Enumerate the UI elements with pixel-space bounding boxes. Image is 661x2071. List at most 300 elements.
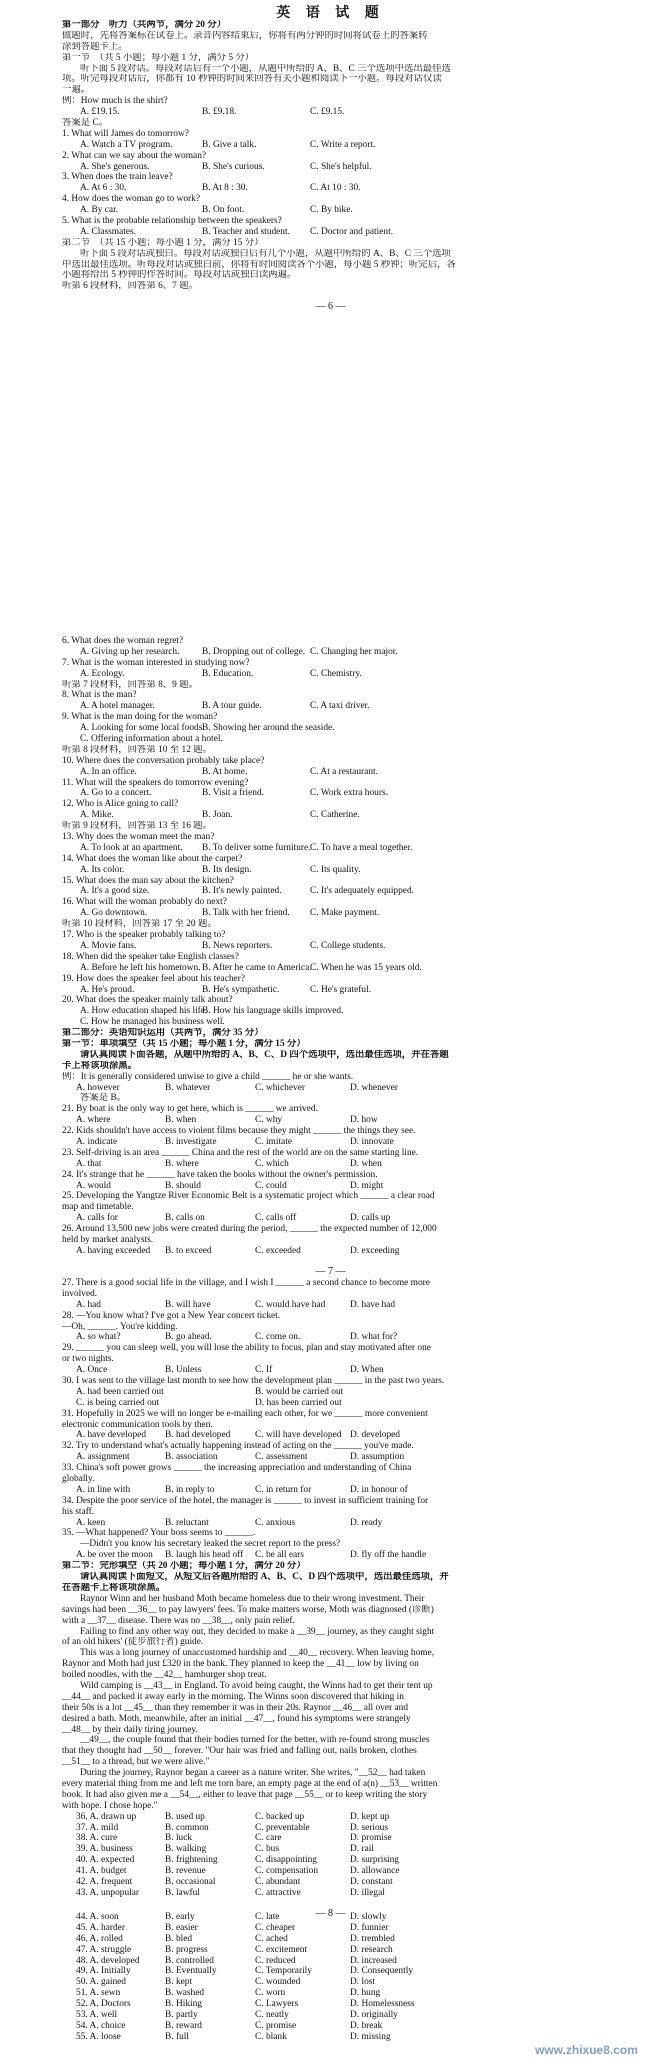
option-b: B. After he came to America. bbox=[202, 962, 312, 973]
option-b: B. Give a talk. bbox=[202, 139, 257, 150]
option-d: D. fly off the handle bbox=[350, 1550, 427, 1561]
option-a: A. have developed bbox=[76, 1430, 147, 1441]
option-a: 49. A. Initially bbox=[76, 1966, 131, 1977]
option-d: D. in honour of bbox=[350, 1484, 408, 1495]
option-a: A. Watch a TV program. bbox=[80, 139, 173, 150]
text-line: 第二节：完形填空（共 20 小题；每小题 1 分，满分 20 分） bbox=[62, 1561, 306, 1572]
text-line: involved. bbox=[62, 1288, 98, 1299]
option-d: D. allowance bbox=[350, 1866, 400, 1877]
option-right: B. would be carried out bbox=[255, 1386, 344, 1397]
option-row bbox=[0, 985, 661, 996]
page-number: — 8 — bbox=[315, 1907, 346, 1919]
text-line: 19. How does the speaker feel about his teacher? bbox=[62, 973, 246, 984]
text-line: 2. What can we say about the woman? bbox=[62, 150, 207, 161]
option-b: B. investigate bbox=[165, 1136, 217, 1147]
option-b: B. revenue bbox=[165, 1866, 206, 1877]
option-c: C. To have a meal together. bbox=[310, 842, 413, 853]
option-row bbox=[0, 1246, 661, 1257]
text-line: book. It had also given me a __54__, either to leave that page __55__ or to keep writing the story bbox=[62, 1789, 428, 1800]
text-line: of an old hikers' (徒步旅行者) guide. bbox=[62, 1637, 204, 1648]
option-row bbox=[0, 647, 661, 658]
option-c: C. promise bbox=[255, 2020, 297, 2031]
option-b: B. kept bbox=[165, 1977, 193, 1988]
option-c: C. At a restaurant. bbox=[310, 766, 378, 777]
text-line: 小题将给出 5 秒钟的作答时间。每段对话或独白读两遍。 bbox=[62, 270, 297, 281]
option-row bbox=[0, 1300, 661, 1311]
text-line: with a __37__ disease. There was no __38__, only pain relief. bbox=[62, 1615, 295, 1626]
text-line: 8. What is the man? bbox=[62, 690, 137, 701]
option-d: D. serious bbox=[350, 1822, 389, 1833]
option-b: B. News reporters. bbox=[202, 940, 273, 951]
option-c: C. in return for bbox=[255, 1484, 312, 1495]
option-a: A. Ecology. bbox=[80, 668, 125, 679]
option-a: 45. A. harder bbox=[76, 1922, 125, 1933]
text-line: 6. What does the woman regret? bbox=[62, 636, 184, 646]
option-d: D. assumption bbox=[350, 1452, 405, 1463]
text-line: 25. Developing the Yangtze River Economic Belt is a systematic project which ______ a clear road bbox=[62, 1191, 435, 1202]
exam-title: 英 语 试 题 bbox=[276, 6, 385, 21]
text-line: 请认真阅读下面短文，从短文后各题所给的 A、B、C、D 四个选项中，选出最佳选项，并 bbox=[80, 1572, 449, 1583]
text-line: 11. What will the speakers do tomorrow evening? bbox=[62, 777, 249, 788]
option-row bbox=[0, 1812, 661, 1823]
option-a: 55. A. loose bbox=[76, 2031, 121, 2042]
option-a: 53. A. well bbox=[76, 2010, 118, 2021]
text-line: 35. —What happened? Your boss seems to ______. bbox=[62, 1528, 256, 1539]
option-b: B. £9.18. bbox=[202, 107, 237, 118]
text-line: Raynor and Moth had just £320 in the bank. They planned to keep the __41__ low by living on bbox=[62, 1659, 419, 1670]
option-c: C. anxious bbox=[255, 1517, 296, 1528]
text-line: boiled noodles, with the __42__ hamburger shop treat. bbox=[62, 1670, 267, 1681]
option-d: D. Homelessness bbox=[350, 1999, 415, 2010]
text-line: 7. What is the woman interested in studying now? bbox=[62, 657, 250, 668]
text-line: 1. What will James do tomorrow? bbox=[62, 128, 189, 139]
text-line: globally. bbox=[62, 1474, 95, 1485]
option-right: D. has been carried out bbox=[255, 1397, 342, 1408]
text-line: C. How he managed his business well. bbox=[80, 1017, 225, 1028]
option-c: C. excitement bbox=[255, 1944, 308, 1955]
option-c: C. At 10 : 30. bbox=[310, 183, 361, 194]
option-c: C. neatly bbox=[255, 2010, 289, 2021]
option-d: D. when bbox=[350, 1158, 382, 1169]
text-line: 一遍。 bbox=[62, 85, 91, 96]
option-c: C. Catherine. bbox=[310, 810, 360, 821]
option-row bbox=[0, 1966, 661, 1977]
text-line: 12. Who is Alice going to call? bbox=[62, 799, 179, 810]
option-b: B. occasional bbox=[165, 1876, 216, 1887]
option-b: B. laugh his head off bbox=[165, 1550, 244, 1561]
option-row bbox=[0, 2032, 661, 2043]
option-row bbox=[0, 1137, 661, 1148]
option-d: D. originally bbox=[350, 2010, 398, 2021]
option-row bbox=[0, 162, 661, 173]
text-line: 听第 8 段材料，回答第 10 至 12 题。 bbox=[62, 744, 213, 755]
option-c: C. Its quality. bbox=[310, 864, 361, 875]
text-line: 听第 10 段材料，回答第 17 至 20 题。 bbox=[62, 919, 217, 930]
text-line: 31. Hopefully in 2025 we will no longer be e-mailing each other, for we ______ more convenient bbox=[62, 1408, 428, 1419]
option-row bbox=[0, 865, 661, 876]
text-line: 答案是 B。 bbox=[80, 1093, 127, 1104]
option-a: 50. A. gained bbox=[76, 1977, 126, 1988]
option-a: 37. A. mild bbox=[76, 1822, 119, 1833]
option-c: C. A taxi driver. bbox=[310, 701, 370, 712]
option-row bbox=[0, 1332, 661, 1343]
text-line: that they thought had __50__ forever. "Our hair was fried and falling out, nails broken, clothes bbox=[62, 1746, 417, 1757]
option-row bbox=[0, 669, 661, 680]
option-d: D. Consequently bbox=[350, 1966, 414, 1977]
text-line: 第二节 （共 15 小题；每小题 1 分，满分 15 分） bbox=[62, 237, 264, 248]
text-line: 答案是 C。 bbox=[62, 118, 109, 129]
option-b: B. At 8 : 30. bbox=[202, 183, 248, 194]
option-b: B. bled bbox=[165, 1933, 193, 1944]
option-b: B. Showing her around the seaside. bbox=[202, 723, 335, 734]
option-d: D. rail bbox=[350, 1844, 374, 1855]
option-b: B. Eventually bbox=[165, 1966, 217, 1977]
option-row bbox=[0, 1956, 661, 1967]
text-line: 5. What is the probable relationship between the speakers? bbox=[62, 216, 282, 227]
option-row bbox=[0, 1977, 661, 1988]
option-a: A. Go to a concert. bbox=[80, 788, 152, 799]
text-line: desired a bath. Moth, meanwhile, after an initial __47__, found his symptoms were strangely bbox=[62, 1713, 411, 1724]
text-line: every material thing from me and left me torn bare, an empty page at the end of a(n) __53__ written bbox=[62, 1778, 438, 1789]
option-a: 54. A. choice bbox=[76, 2020, 126, 2031]
option-a: A. having exceeded bbox=[76, 1245, 151, 1256]
option-c: C. preventable bbox=[255, 1822, 310, 1833]
option-b: B. Joan. bbox=[202, 810, 233, 821]
text-line: 在答题卡上将该项涂黑。 bbox=[62, 1582, 166, 1593]
option-row bbox=[0, 788, 661, 799]
text-line: —Didn't you know his secretary leaked the secret report to the press? bbox=[80, 1539, 341, 1550]
option-a: A. be over the moon bbox=[76, 1550, 153, 1561]
option-d: D. constant bbox=[350, 1876, 393, 1887]
option-a: A. A hotel manager. bbox=[80, 701, 155, 712]
text-line: 听下面 5 段对话。每段对话后有一个小题，从题中所给的 A、B、C 三个选项中选出最佳选 bbox=[80, 63, 451, 74]
option-a: A. however bbox=[76, 1082, 120, 1093]
option-c: C. exceeded bbox=[255, 1245, 301, 1256]
option-a: 42. A. frequent bbox=[76, 1876, 133, 1887]
option-row bbox=[0, 1083, 661, 1094]
text-line: 例：It is generally considered unwise to give a child ______ he or she wants. bbox=[62, 1071, 354, 1082]
option-c: C. It's adequately equipped. bbox=[310, 886, 415, 897]
text-line: with hope. I chose hope." bbox=[62, 1800, 158, 1811]
option-row bbox=[0, 843, 661, 854]
option-c: C. She's helpful. bbox=[310, 161, 372, 172]
option-row bbox=[0, 205, 661, 216]
exam-page-6 bbox=[0, 0, 661, 622]
option-c: C. will have developed bbox=[255, 1430, 342, 1441]
option-d: D. missing bbox=[350, 2031, 391, 2042]
option-row bbox=[0, 107, 661, 118]
option-row bbox=[0, 810, 661, 821]
option-a: A. He's proud. bbox=[80, 984, 135, 995]
text-line: map and timetable. bbox=[62, 1202, 134, 1213]
option-row bbox=[0, 723, 661, 734]
option-left: A. had been carried out bbox=[76, 1386, 164, 1397]
option-a: A. It's a good size. bbox=[80, 886, 150, 897]
option-b: B. On foot. bbox=[202, 205, 245, 216]
option-b: B. should bbox=[165, 1180, 201, 1191]
option-c: C. £9.15. bbox=[310, 107, 345, 118]
option-b: B. common bbox=[165, 1822, 209, 1833]
option-c: C. Write a report. bbox=[310, 139, 376, 150]
option-c: C. wounded bbox=[255, 1977, 301, 1988]
text-line: 请认真阅读下面各题，从题中所给的 A、B、C、D 四个选项中，选出最佳选项，并在答题 bbox=[80, 1049, 449, 1060]
option-d: D. innovate bbox=[350, 1136, 394, 1147]
option-row bbox=[0, 1866, 661, 1877]
option-a: 51. A. sewn bbox=[76, 1988, 121, 1999]
option-row bbox=[0, 1877, 661, 1888]
text-line: 项。听完每段对话后，你都有 10 秒钟的时间来回答有关小题和阅读下一小题。每段对话仅读 bbox=[62, 74, 442, 85]
text-line: 21. By boat is the only way to get here, which is ______ we arrived. bbox=[62, 1104, 318, 1115]
option-b: B. At home. bbox=[202, 766, 248, 777]
option-d: D. how bbox=[350, 1115, 378, 1126]
option-a: A. To look at an apartment. bbox=[80, 842, 183, 853]
text-line: their 50s is a lot __45__ than they remember it was in their 20s. Raynor __46__ all over and bbox=[62, 1702, 409, 1713]
option-d: D. whenever bbox=[350, 1082, 398, 1093]
text-line: 3. When does the train leave? bbox=[62, 172, 173, 183]
option-c: C. which bbox=[255, 1158, 289, 1169]
text-line: his staff. bbox=[62, 1506, 95, 1517]
text-line: 4. How does the woman go to work? bbox=[62, 194, 200, 205]
option-row bbox=[0, 1912, 661, 1923]
option-row bbox=[0, 941, 661, 952]
text-line: 第一部分 听力（共两节，满分 20 分） bbox=[62, 20, 227, 30]
option-a: 52. A. Doctors bbox=[76, 1999, 131, 2010]
option-a: A. She's generous. bbox=[80, 161, 150, 172]
option-d: D. slowly bbox=[350, 1912, 387, 1922]
option-row bbox=[0, 1945, 661, 1956]
option-c: C. reduced bbox=[255, 1955, 296, 1966]
option-row bbox=[0, 886, 661, 897]
text-line: 第一节 （共 5 小题；每小题 1 分，满分 5 分） bbox=[62, 52, 255, 63]
option-c: C. imitate bbox=[255, 1136, 292, 1147]
option-b: B. used up bbox=[165, 1811, 205, 1822]
option-a: A. so what? bbox=[76, 1332, 121, 1343]
text-line: 28. —You know what? I've got a New Year concert ticket. bbox=[62, 1310, 281, 1321]
option-b: B. association bbox=[165, 1452, 218, 1463]
option-b: B. full bbox=[165, 2031, 189, 2042]
option-b: B. to exceed bbox=[165, 1245, 212, 1256]
option-c: C. disappointing bbox=[255, 1855, 317, 1866]
option-b: B. Teacher and student. bbox=[202, 226, 290, 237]
text-line: 33. China's soft power grows ______ the increasing appreciation and understanding of China bbox=[62, 1463, 412, 1474]
text-line: 15. What does the man say about the kitchen? bbox=[62, 875, 234, 886]
text-line: 23. Self-driving is an area ______ China and the rest of the world are on the same starting line. bbox=[62, 1147, 419, 1158]
option-a: A. Before he left his hometown. bbox=[80, 962, 201, 973]
option-a: A. Movie fans. bbox=[80, 940, 137, 951]
option-b: B. where bbox=[165, 1158, 199, 1169]
option-b: B. easier bbox=[165, 1922, 198, 1933]
text-line: 中选出最佳选项。听每段对话或独白前，你将有时间阅读各个小题，每小题 5 秒钟；听完后，各 bbox=[62, 259, 456, 270]
option-a: A. calls for bbox=[76, 1213, 118, 1224]
option-d: D. break bbox=[350, 2020, 383, 2031]
option-b: B. will have bbox=[165, 1299, 211, 1310]
option-row bbox=[0, 1988, 661, 1999]
option-d: D. hung bbox=[350, 1988, 381, 1999]
option-d: D. trembled bbox=[350, 1933, 395, 1944]
option-a: A. At 6 : 30. bbox=[80, 183, 127, 194]
option-c: C. abundant bbox=[255, 1876, 301, 1887]
text-line: savings had been __36__ to pay lawyers' fees. To make matters worse, Moth was diagnosed (诊断) bbox=[62, 1604, 434, 1615]
option-a: A. that bbox=[76, 1158, 102, 1169]
option-c: C. blank bbox=[255, 2031, 287, 2042]
option-a: A. By car. bbox=[80, 205, 119, 216]
option-a: A. Giving up her research. bbox=[80, 646, 180, 657]
option-d: D. surprising bbox=[350, 1855, 399, 1866]
option-a: 47. A. struggle bbox=[76, 1944, 132, 1955]
option-row bbox=[0, 1159, 661, 1170]
text-line: 9. What is the man doing for the woman? bbox=[62, 712, 218, 723]
option-b: B. To deliver some furniture. bbox=[202, 842, 311, 853]
option-b: B. Unless bbox=[165, 1365, 202, 1376]
option-row bbox=[0, 767, 661, 778]
text-line: held by market analysts. bbox=[62, 1234, 154, 1245]
option-b: B. She's curious. bbox=[202, 161, 265, 172]
option-row bbox=[0, 1855, 661, 1866]
option-b: B. Dropping out of college. bbox=[202, 646, 306, 657]
text-line: This was a long journey of unaccustomed hardship and __40__ recovery. When leaving home, bbox=[80, 1648, 435, 1659]
option-d: D. increased bbox=[350, 1955, 397, 1966]
option-left: C. is being carried out bbox=[76, 1397, 160, 1408]
option-b: B. partly bbox=[165, 2010, 198, 2021]
option-b: B. reward bbox=[165, 2020, 202, 2031]
option-b: B. frightening bbox=[165, 1855, 218, 1866]
option-d: D. have had bbox=[350, 1299, 396, 1310]
option-c: C. Lawyers bbox=[255, 1999, 299, 2010]
option-b: B. in reply to bbox=[165, 1484, 215, 1495]
option-c: C. come on. bbox=[255, 1332, 301, 1343]
option-b: B. It's newly painted. bbox=[202, 886, 282, 897]
option-d: D. exceeding bbox=[350, 1245, 400, 1256]
text-line: 18. When did the speaker take English classes? bbox=[62, 951, 239, 962]
option-d: D. ready bbox=[350, 1517, 383, 1528]
option-c: C. calls off bbox=[255, 1213, 297, 1224]
option-b: B. Talk with her friend. bbox=[202, 908, 290, 919]
option-c: C. Chemistry. bbox=[310, 668, 362, 679]
option-b: B. washed bbox=[165, 1988, 205, 1999]
option-b: B. Hiking bbox=[165, 1999, 202, 2010]
text-line: 26. Around 13,500 new jobs were created during the period, ______ the expected number of 12,000 bbox=[62, 1224, 437, 1235]
option-b: B. He's sympathetic. bbox=[202, 984, 280, 995]
option-b: B. had developed bbox=[165, 1430, 231, 1441]
option-d: D. When bbox=[350, 1365, 384, 1376]
text-line: During the journey, Raynor began a career as a nature writer. She writes, "__52__ had taken bbox=[80, 1768, 426, 1779]
text-line: 听下面 5 段对话或独白。每段对话或独白后有几个小题，从题中所给的 A、B、C 三个选项 bbox=[80, 248, 451, 259]
option-c: C. He's grateful. bbox=[310, 984, 372, 995]
option-a: 36. A. drawn up bbox=[76, 1811, 137, 1822]
option-b: B. controlled bbox=[165, 1955, 214, 1966]
option-row bbox=[0, 1823, 661, 1834]
option-row bbox=[0, 1115, 661, 1126]
option-b: B. luck bbox=[165, 1833, 193, 1844]
option-c: C. By bike. bbox=[310, 205, 353, 216]
option-c: C. If bbox=[255, 1365, 273, 1376]
text-line: 涂到答题卡上。 bbox=[62, 41, 128, 52]
option-c: C. Make payment. bbox=[310, 908, 380, 919]
option-b: B. A tour guide. bbox=[202, 701, 262, 712]
option-row bbox=[0, 1934, 661, 1945]
option-a: A. indicate bbox=[76, 1136, 118, 1147]
text-line: C. Offering information about a hotel. bbox=[80, 734, 223, 745]
option-b: B. reluctant bbox=[165, 1517, 209, 1528]
option-row bbox=[0, 1833, 661, 1844]
option-row bbox=[0, 1452, 661, 1463]
option-b: B. walking bbox=[165, 1844, 207, 1855]
option-c: C. assessment bbox=[255, 1452, 308, 1463]
option-c: C. Changing her major. bbox=[310, 646, 398, 657]
option-a: 38. A. cure bbox=[76, 1833, 118, 1844]
option-row bbox=[0, 963, 661, 974]
text-line: —Oh, ______. You're kidding. bbox=[62, 1321, 178, 1332]
option-a: A. £19.15. bbox=[80, 107, 120, 118]
option-d: D. might bbox=[350, 1180, 384, 1191]
text-line: 第一节：单项填空（共 15 小题；每小题 1 分，满分 15 分） bbox=[62, 1038, 306, 1049]
option-b: B. early bbox=[165, 1912, 195, 1922]
option-c: C. whichever bbox=[255, 1082, 305, 1093]
option-row bbox=[0, 1485, 661, 1496]
text-line: 27. There is a good social life in the village, and I wish I ______ a second chance to become more bbox=[62, 1278, 430, 1288]
exam-page-7 bbox=[0, 622, 661, 1277]
text-line: 16. What will the woman probably do next? bbox=[62, 897, 227, 908]
option-c: C. why bbox=[255, 1115, 283, 1126]
exam-page-9 bbox=[0, 1900, 661, 2071]
option-row bbox=[0, 1923, 661, 1934]
option-a: 40. A. expected bbox=[76, 1855, 135, 1866]
option-row bbox=[0, 1181, 661, 1192]
option-a: A. in line with bbox=[76, 1484, 131, 1495]
text-line: or two nights. bbox=[62, 1354, 114, 1365]
option-d: D. promise bbox=[350, 1833, 392, 1844]
text-line: Wild camping is __43__ in England. To avoid being caught, the Winns had to get their tent up bbox=[80, 1680, 433, 1691]
option-row bbox=[0, 140, 661, 151]
option-c: C. College students. bbox=[310, 940, 386, 951]
option-c: C. be all ears bbox=[255, 1550, 304, 1561]
option-d: D. research bbox=[350, 1944, 393, 1955]
text-line: 30. I was sent to the village last month to see how the development plan ______ in the past two years. bbox=[62, 1376, 445, 1387]
text-line: 做题时，先将答案标在试卷上。录音内容结束后，你将有两分钟的时间将试卷上的答案转 bbox=[62, 30, 428, 41]
text-line: 24. It's strange that he ______ have taken the books without the owner's permission. bbox=[62, 1169, 378, 1180]
option-c: C. would have had bbox=[255, 1299, 326, 1310]
option-a: 44. A. soon bbox=[76, 1912, 119, 1922]
option-a: A. In an office. bbox=[80, 766, 137, 777]
option-d: D. illegal bbox=[350, 1887, 385, 1898]
option-b: B. whatever bbox=[165, 1082, 211, 1093]
text-line: __44__ and packed it away early in the morning. The Winns soon discovered that hiking in bbox=[62, 1691, 404, 1702]
option-row bbox=[0, 701, 661, 712]
text-line: 卡上将该项涂黑。 bbox=[62, 1060, 138, 1071]
option-b: B. How his language skills improved. bbox=[202, 1006, 344, 1017]
option-c: C. worn bbox=[255, 1988, 286, 1999]
option-a: A. Looking for some local foods. bbox=[80, 723, 205, 734]
option-a: 39. A. business bbox=[76, 1844, 133, 1855]
option-b: B. Visit a friend. bbox=[202, 788, 265, 799]
text-line: 14. What does the woman like about the carpet? bbox=[62, 853, 243, 864]
text-line: 例：How much is the shirt? bbox=[62, 96, 168, 107]
option-a: 46. A. rolled bbox=[76, 1933, 123, 1944]
option-d: D. kept up bbox=[350, 1811, 390, 1822]
option-a: A. Mike. bbox=[80, 810, 114, 821]
option-b: B. lawful bbox=[165, 1887, 200, 1898]
text-line: 听第 9 段材料，回答第 13 至 16 题。 bbox=[62, 821, 213, 832]
option-d: D. calls up bbox=[350, 1213, 391, 1224]
option-c: C. late bbox=[255, 1912, 280, 1922]
text-line: 17. Who is the speaker probably talking to? bbox=[62, 930, 226, 941]
option-c: C. compensation bbox=[255, 1866, 319, 1877]
option-b: B. Education. bbox=[202, 668, 254, 679]
option-row bbox=[0, 1387, 661, 1398]
text-line: Failing to find any other way out, they decided to make a __39__ journey, as they caught sight bbox=[80, 1626, 435, 1637]
option-a: A. where bbox=[76, 1115, 111, 1126]
watermark-logo: www.zhixue8.com bbox=[535, 2043, 638, 2057]
